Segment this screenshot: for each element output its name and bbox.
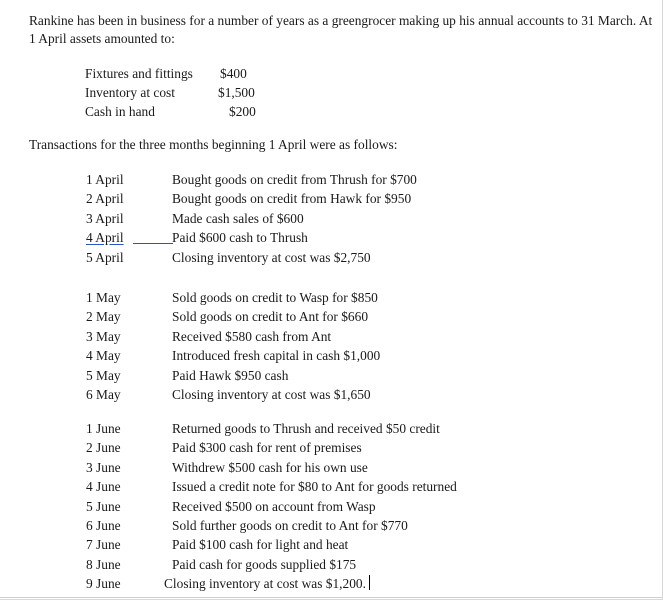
transaction-text: Closing inventory at cost was $2,750: [172, 249, 371, 265]
transaction-text: Paid cash for goods supplied $175: [172, 556, 357, 572]
transaction-date: 4 May: [86, 348, 121, 364]
page-bottom-rule: [0, 597, 662, 598]
transaction-date: 3 May: [86, 328, 121, 344]
proofing-underline: [133, 243, 173, 244]
transaction-date: 7 June: [86, 537, 121, 553]
transaction-text: Sold further goods on credit to Ant for $770: [172, 517, 408, 533]
transaction-text: Paid $100 cash for light and heat: [172, 537, 349, 553]
transaction-text: Closing inventory at cost was $1,650: [172, 386, 371, 402]
transaction-date: 6 May: [86, 386, 121, 402]
transaction-date: 5 April: [86, 249, 124, 265]
transaction-text: Returned goods to Thrush and received $50 credit: [172, 421, 440, 436]
transaction-text: Closing inventory at cost was $1,200.: [164, 576, 366, 592]
transaction-date: 3 April: [86, 210, 124, 226]
transaction-date: 6 June: [86, 517, 121, 533]
transaction-text: Sold goods on credit to Wasp for $850: [172, 290, 378, 305]
transaction-text: Bought goods on credit from Hawk for $950: [172, 191, 412, 207]
text-cursor: [369, 575, 370, 590]
transaction-text: Received $580 cash from Ant: [172, 328, 332, 344]
transaction-text: Paid $600 cash to Thrush: [172, 230, 308, 246]
transaction-text: Sold goods on credit to Ant for $660: [172, 309, 369, 325]
transaction-date: 5 June: [86, 498, 121, 514]
asset-label: Cash in hand: [85, 104, 155, 119]
transaction-date: 4 April: [86, 230, 124, 246]
transaction-text: Paid $300 cash for rent of premises: [172, 440, 362, 456]
asset-value: $400: [220, 66, 247, 81]
transactions-intro: Transactions for the three months beginning 1 April were as follows:: [29, 137, 398, 152]
intro-paragraph: Rankine has been in business for a number of years as a greengrocer making up his annual accounts to 31 March. At 1 April assets amounted to:: [29, 13, 653, 46]
transaction-text: Withdrew $500 cash for his own use: [172, 459, 368, 475]
transaction-text: Bought goods on credit from Thrush for $700: [172, 172, 417, 187]
transaction-text: Made cash sales of $600: [172, 210, 304, 226]
transaction-date: 2 May: [86, 309, 121, 325]
transaction-text: Introduced fresh capital in cash $1,000: [172, 348, 381, 364]
transaction-text-last: [164, 574, 370, 593]
asset-label: Fixtures and fittings: [85, 66, 193, 81]
asset-value: $200: [229, 104, 256, 119]
asset-label: Inventory at cost: [85, 85, 175, 100]
transaction-text: Issued a credit note for $80 to Ant for goods returned: [172, 479, 457, 495]
transaction-date: 4 June: [86, 479, 121, 495]
asset-value: $1,500: [218, 85, 255, 100]
transaction-text: Paid Hawk $950 cash: [172, 367, 289, 383]
transaction-text: Received $500 on account from Wasp: [172, 498, 376, 514]
transaction-date: 2 June: [86, 440, 121, 456]
transaction-date: 5 May: [86, 367, 121, 383]
transaction-date: 2 April: [86, 191, 124, 207]
transaction-date: 9 June: [86, 576, 121, 592]
transaction-date: 3 June: [86, 459, 121, 475]
transaction-date: 1 June: [86, 421, 121, 436]
transaction-date: 1 April: [86, 172, 124, 187]
transaction-date: 1 May: [86, 290, 121, 305]
transaction-date: 8 June: [86, 556, 121, 572]
